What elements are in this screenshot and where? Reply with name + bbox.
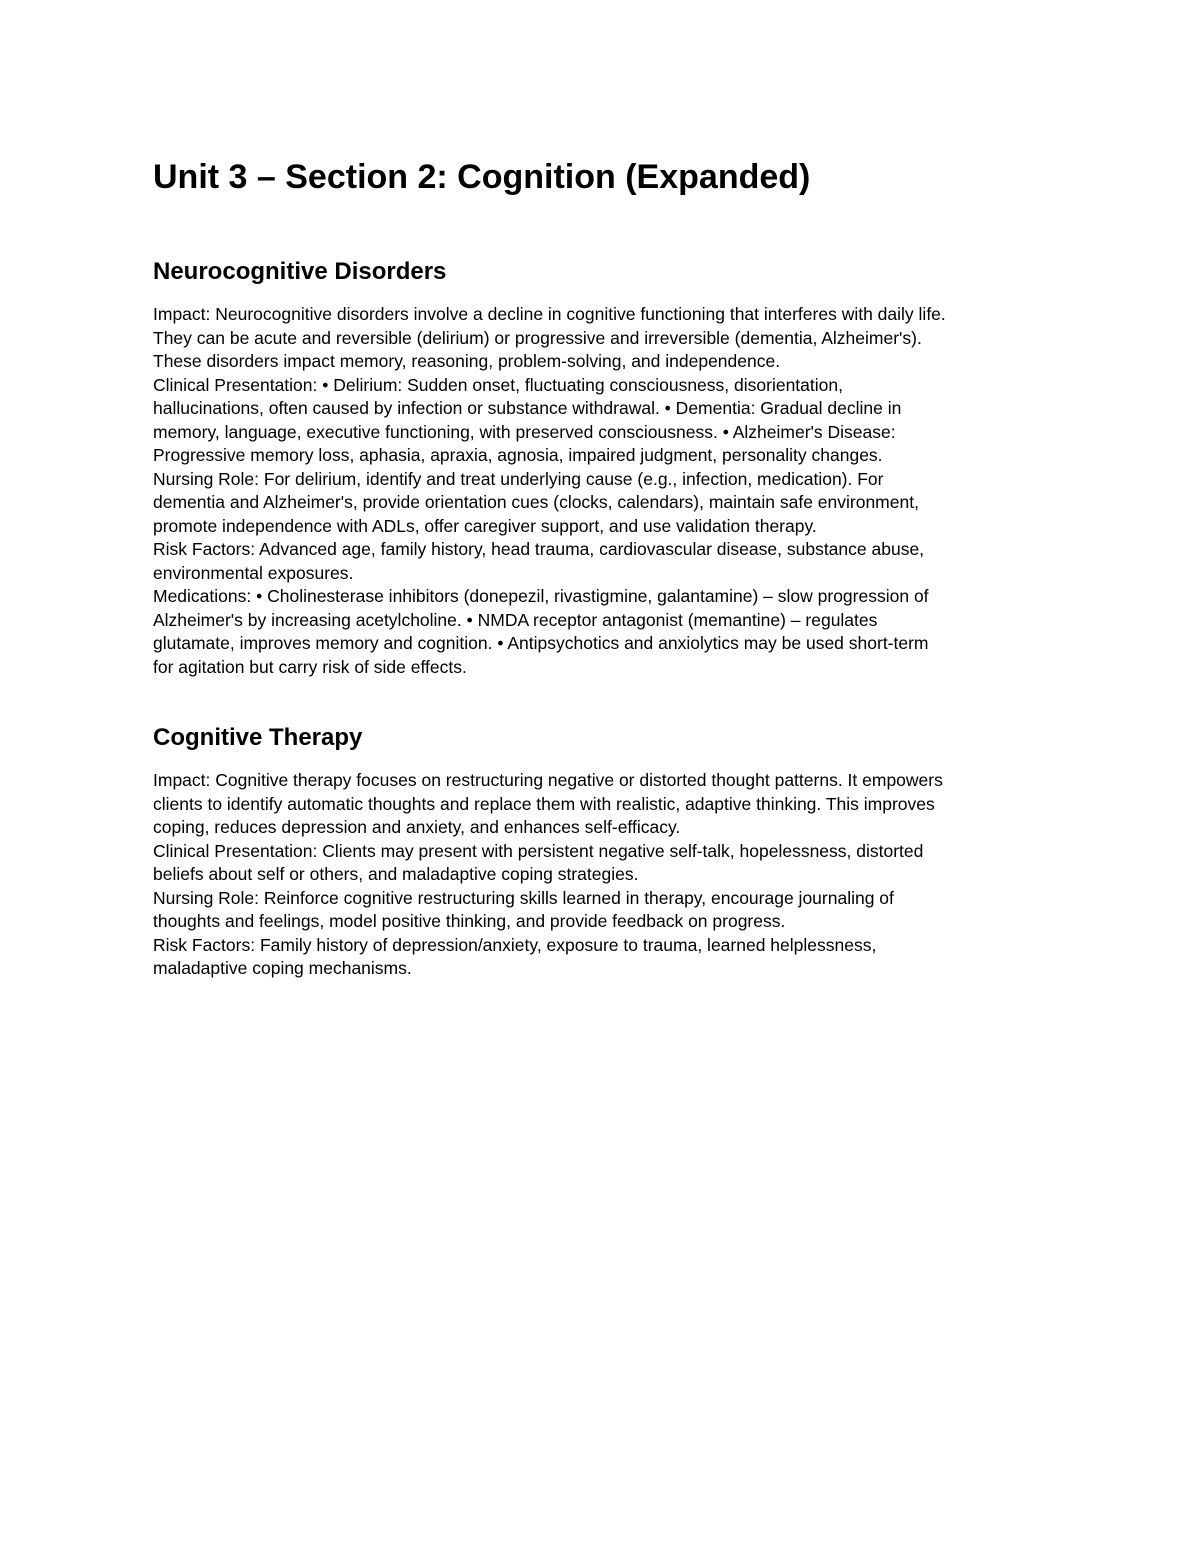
section-heading: Cognitive Therapy [153,724,363,751]
paragraph-clinical-presentation: Clinical Presentation: • Delirium: Sudden onset, fluctuating consciousness, disorientation, hallucinations, often caused by infection or substance withdrawal. • Dementia: Gradual decline in memory, language, executive functioning, with preserved consciousness. • Alzheimer's Disease: Progressive memory loss, aphasia, apraxia, agnosia, impaired judgment, personality changes. [153,374,902,465]
document-title: Unit 3 – Section 2: Cognition (Expanded) [153,158,811,196]
document-content [153,155,1053,981]
section-body [153,303,1053,679]
paragraph-medications: Medications: • Cholinesterase inhibitors (donepezil, rivastigmine, galantamine) – slow progression of Alzheimer's by increasing acetylcholine. • NMDA receptor antagonist (memantine) – regulates glutamate, improves memory and cognition. • Antipsychotics and anxiolytics may be used short-term for agitation but carry risk of side effects. [153,586,929,677]
paragraph-nursing-role: Nursing Role: Reinforce cognitive restructuring skills learned in therapy, encourage journaling of thoughts and feelings, model positive thinking, and provide feedback on progress. [153,887,894,931]
paragraph-impact: Impact: Neurocognitive disorders involve a decline in cognitive functioning that interferes with daily life. They can be acute and reversible (delirium) or progressive and irreversible (dementia, Alzheimer's). These disorders impact memory, reasoning, problem-solving, and independence. [153,304,946,371]
paragraph-impact: Impact: Cognitive therapy focuses on restructuring negative or distorted thought patterns. It empowers clients to identify automatic thoughts and replace them with realistic, adaptive thinking. This improves coping, reduces depression and anxiety, and enhances self-efficacy. [153,770,943,837]
section-heading: Neurocognitive Disorders [153,258,447,285]
paragraph-clinical-presentation: Clinical Presentation: Clients may present with persistent negative self-talk, hopelessness, distorted beliefs about self or others, and maladaptive coping strategies. [153,840,924,884]
section-neurocognitive-disorders [153,257,1053,679]
paragraph-risk-factors: Risk Factors: Family history of depression/anxiety, exposure to trauma, learned helplessness, maladaptive coping mechanisms. [153,934,877,978]
paragraph-risk-factors: Risk Factors: Advanced age, family history, head trauma, cardiovascular disease, substance abuse, environmental exposures. [153,539,925,583]
paragraph-nursing-role: Nursing Role: For delirium, identify and treat underlying cause (e.g., infection, medication). For dementia and Alzheimer's, provide orientation cues (clocks, calendars), maintain safe environment, promote independence with ADLs, offer caregiver support, and use validation therapy. [153,468,919,536]
section-body [153,769,1053,981]
section-cognitive-therapy [153,723,1053,981]
